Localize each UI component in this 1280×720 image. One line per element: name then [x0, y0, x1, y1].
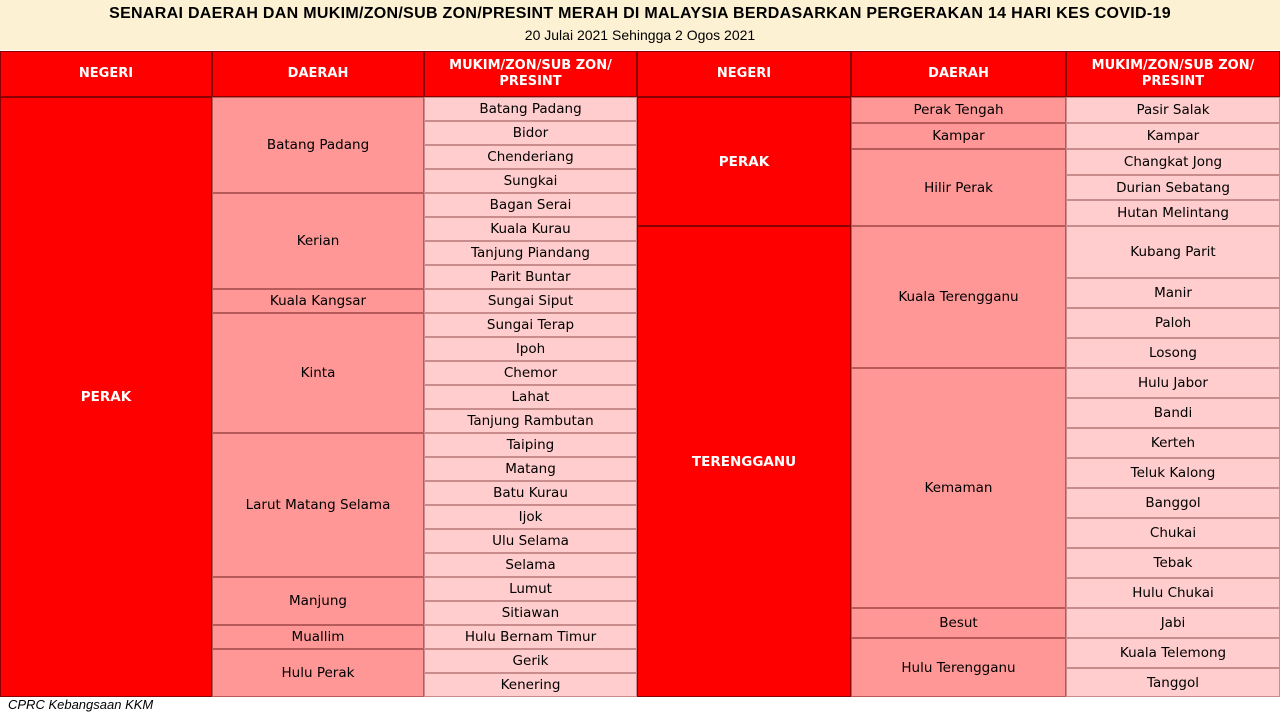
daerah-cell: Hulu Perak	[212, 649, 424, 697]
mukim-cell: Changkat Jong	[1066, 149, 1280, 175]
mukim-cell: Kenering	[424, 673, 637, 697]
daerah-cell: Kuala Kangsar	[212, 289, 424, 313]
col-header-mukim-right: MUKIM/ZON/SUB ZON/ PRESINT	[1066, 51, 1280, 97]
daerah-cell: Kuala Terengganu	[851, 226, 1066, 368]
source-credit: CPRC Kebangsaan KKM	[8, 697, 154, 712]
daerah-cell: Hilir Perak	[851, 149, 1066, 226]
mukim-cell: Parit Buntar	[424, 265, 637, 289]
mukim-cell: Matang	[424, 457, 637, 481]
mukim-cell: Ipoh	[424, 337, 637, 361]
mukim-cell: Taiping	[424, 433, 637, 457]
col-header-negeri-left: NEGERI	[0, 51, 212, 97]
mukim-cell: Chukai	[1066, 518, 1280, 548]
col-header-daerah-right: DAERAH	[851, 51, 1066, 97]
mukim-cell: Sitiawan	[424, 601, 637, 625]
mukim-cell: Manir	[1066, 278, 1280, 308]
mukim-cell: Tanggol	[1066, 668, 1280, 697]
mukim-cell: Durian Sebatang	[1066, 175, 1280, 200]
daerah-cell: Kampar	[851, 123, 1066, 149]
mukim-cell: Tanjung Rambutan	[424, 409, 637, 433]
mukim-cell: Gerik	[424, 649, 637, 673]
col-header-mukim-left: MUKIM/ZON/SUB ZON/ PRESINT	[424, 51, 637, 97]
daerah-cell: Manjung	[212, 577, 424, 625]
daerah-cell: Kemaman	[851, 368, 1066, 608]
mukim-cell: Selama	[424, 553, 637, 577]
daerah-cell: Muallim	[212, 625, 424, 649]
mukim-cell: Bidor	[424, 121, 637, 145]
mukim-cell: Kubang Parit	[1066, 226, 1280, 278]
mukim-cell: Losong	[1066, 338, 1280, 368]
mukim-cell: Sungkai	[424, 169, 637, 193]
mukim-cell: Hulu Chukai	[1066, 578, 1280, 608]
daerah-cell: Larut Matang Selama	[212, 433, 424, 577]
mukim-cell: Pasir Salak	[1066, 97, 1280, 123]
mukim-cell: Kerteh	[1066, 428, 1280, 458]
daerah-cell: Kerian	[212, 193, 424, 289]
mukim-cell: Sungai Terap	[424, 313, 637, 337]
mukim-cell: Jabi	[1066, 608, 1280, 638]
negeri-cell: PERAK	[637, 97, 851, 226]
mukim-cell: Kampar	[1066, 123, 1280, 149]
mukim-cell: Kuala Kurau	[424, 217, 637, 241]
daerah-cell: Hulu Terengganu	[851, 638, 1066, 697]
mukim-cell: Hutan Melintang	[1066, 200, 1280, 226]
header-banner	[0, 0, 1280, 50]
mukim-cell: Batang Padang	[424, 97, 637, 121]
col-header-daerah-left: DAERAH	[212, 51, 424, 97]
mukim-cell: Tebak	[1066, 548, 1280, 578]
mukim-cell: Batu Kurau	[424, 481, 637, 505]
mukim-cell: Bagan Serai	[424, 193, 637, 217]
mukim-cell: Ulu Selama	[424, 529, 637, 553]
mukim-cell: Ijok	[424, 505, 637, 529]
mukim-cell: Banggol	[1066, 488, 1280, 518]
page-title: SENARAI DAERAH DAN MUKIM/ZON/SUB ZON/PRESINT MERAH DI MALAYSIA BERDASARKAN PERGERAKAN 14 HARI KES COVID-19	[109, 5, 1171, 22]
mukim-cell: Teluk Kalong	[1066, 458, 1280, 488]
col-header-negeri-right: NEGERI	[637, 51, 851, 97]
mukim-cell: Hulu Bernam Timur	[424, 625, 637, 649]
mukim-cell: Chenderiang	[424, 145, 637, 169]
mukim-cell: Tanjung Piandang	[424, 241, 637, 265]
mukim-cell: Chemor	[424, 361, 637, 385]
mukim-cell: Sungai Siput	[424, 289, 637, 313]
negeri-cell: TERENGGANU	[637, 226, 851, 697]
daerah-cell: Batang Padang	[212, 97, 424, 193]
daerah-cell: Besut	[851, 608, 1066, 638]
red-zone-table	[0, 51, 1280, 698]
mukim-cell: Paloh	[1066, 308, 1280, 338]
date-range: 20 Julai 2021 Sehingga 2 Ogos 2021	[524, 27, 756, 43]
mukim-cell: Hulu Jabor	[1066, 368, 1280, 398]
mukim-cell: Lahat	[424, 385, 637, 409]
negeri-cell: PERAK	[0, 97, 212, 697]
mukim-cell: Kuala Telemong	[1066, 638, 1280, 668]
mukim-cell: Lumut	[424, 577, 637, 601]
daerah-cell: Perak Tengah	[851, 97, 1066, 123]
mukim-cell: Bandi	[1066, 398, 1280, 428]
daerah-cell: Kinta	[212, 313, 424, 433]
